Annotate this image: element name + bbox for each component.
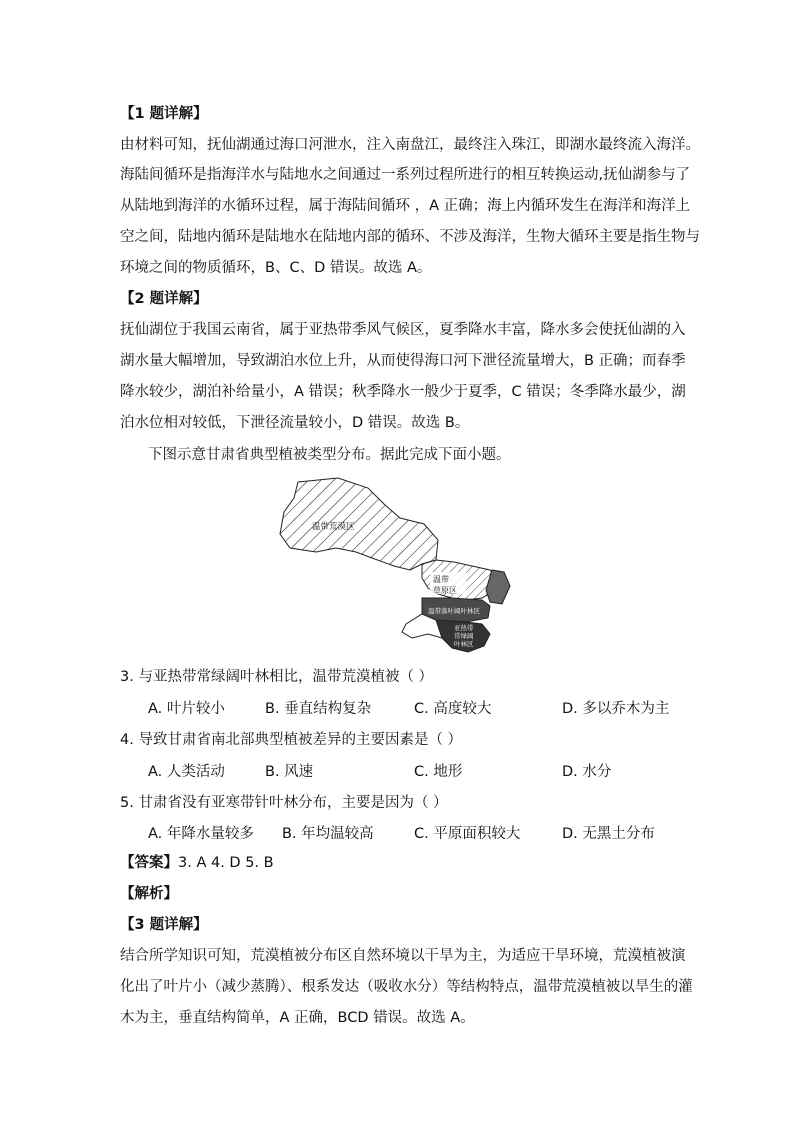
map-label-deciduous: 温带落叶阔叶林区 bbox=[428, 607, 480, 615]
question-5-option: B. 年均温较高 bbox=[282, 826, 374, 842]
question-4-option: A. 人类活动 bbox=[148, 764, 225, 780]
question-4-option: D. 水分 bbox=[562, 764, 612, 780]
q3-heading: 【3 题详解】 bbox=[120, 917, 208, 933]
analysis-heading: 【解析】 bbox=[120, 886, 178, 902]
map-label-steppe: 草原区 bbox=[433, 586, 457, 595]
q2-paragraph-line: 抚仙湖位于我国云南省，属于亚热带季风气候区，夏季降水丰富，降水多会使抚仙湖的入 bbox=[120, 322, 686, 338]
q3-paragraph-line: 结合所学知识可知，荒漠植被分布区自然环境以干旱为主，为适应干旱环境，荒漠植被演 bbox=[120, 948, 686, 964]
q2-paragraph-line: 降水较少，湖泊补给量小，A 错误；秋季降水一般少于夏季，C 错误；冬季降水最少，湖 bbox=[120, 384, 686, 400]
map-label-evergreen: 亚热带 bbox=[454, 624, 474, 632]
figure-intro: 下图示意甘肃省典型植被类型分布。据此完成下面小题。 bbox=[148, 447, 511, 463]
question-4-option: B. 风速 bbox=[265, 764, 314, 780]
q3-paragraph-line: 化出了叶片小（减少蒸腾）、根系发达（吸收水分）等结构特点，温带荒漠植被以旱生的灌 bbox=[120, 979, 693, 995]
q1-paragraph-line: 海陆间循环是指海洋水与陆地水之间通过一系列过程所进行的相互转换运动,抚仙湖参与了 bbox=[120, 167, 691, 183]
gansu-vegetation-map bbox=[276, 474, 526, 654]
question-3-option: C. 高度较大 bbox=[414, 701, 492, 717]
answer-label: 【答案】 bbox=[120, 855, 178, 871]
map-label-desert: 温带荒漠区 bbox=[312, 522, 355, 532]
q1-paragraph-line: 从陆地到海洋的水循环过程，属于海陆间循环 ，A 正确；海上内循环发生在海洋和海洋上 bbox=[120, 198, 691, 214]
q2-paragraph-line: 泊水位相对较低，下泄径流量较小，D 错误。故选 B。 bbox=[120, 415, 470, 431]
question-5-option: A. 年降水量较多 bbox=[148, 826, 254, 842]
map-label-steppe: 温带 bbox=[433, 575, 449, 584]
q2-heading: 【2 题详解】 bbox=[120, 291, 208, 307]
q3-paragraph-line: 木为主，垂直结构简单，A 正确，BCD 错误。故选 A。 bbox=[120, 1010, 475, 1026]
q1-paragraph-line: 由材料可知，抚仙湖通过海口河泄水，注入南盘江，最终注入珠江，即湖水最终流入海洋。 bbox=[120, 137, 700, 153]
question-5-stem: 5. 甘肃省没有亚寒带针叶林分布，主要是因为（ ） bbox=[120, 795, 448, 811]
question-3-option: A. 叶片较小 bbox=[148, 701, 225, 717]
map-label-evergreen: 常绿阔 bbox=[454, 632, 474, 640]
desert-region bbox=[280, 478, 438, 570]
question-3-stem: 3. 与亚热带常绿阔叶林相比，温带荒漠植被（ ） bbox=[120, 669, 434, 685]
question-5-option: C. 平原面积较大 bbox=[414, 826, 521, 842]
q1-paragraph-line: 环境之间的物质循环，B、C、D 错误。故选 A。 bbox=[120, 260, 432, 276]
q1-paragraph-line: 空之间，陆地内循环是陆地水在陆地内部的循环、不涉及海洋，生物大循环主要是指生物与 bbox=[120, 229, 700, 245]
answer-value: 3. A 4. D 5. B bbox=[178, 855, 274, 871]
q1-heading: 【1 题详解】 bbox=[120, 106, 208, 122]
q2-paragraph-line: 湖水量大幅增加，导致湖泊水位上升，从而使得海口河下泄径流量增大，B 正确；而春季 bbox=[120, 353, 686, 369]
question-3-option: D. 多以乔木为主 bbox=[562, 701, 670, 717]
answer-line bbox=[120, 853, 274, 873]
question-4-option: C. 地形 bbox=[414, 764, 463, 780]
question-5-option: D. 无黑土分布 bbox=[562, 826, 655, 842]
question-4-stem: 4. 导致甘肃省南北部典型植被差异的主要因素是（ ） bbox=[120, 732, 463, 748]
question-3-option: B. 垂直结构复杂 bbox=[265, 701, 372, 717]
map-label-evergreen: 叶林区 bbox=[454, 640, 474, 648]
